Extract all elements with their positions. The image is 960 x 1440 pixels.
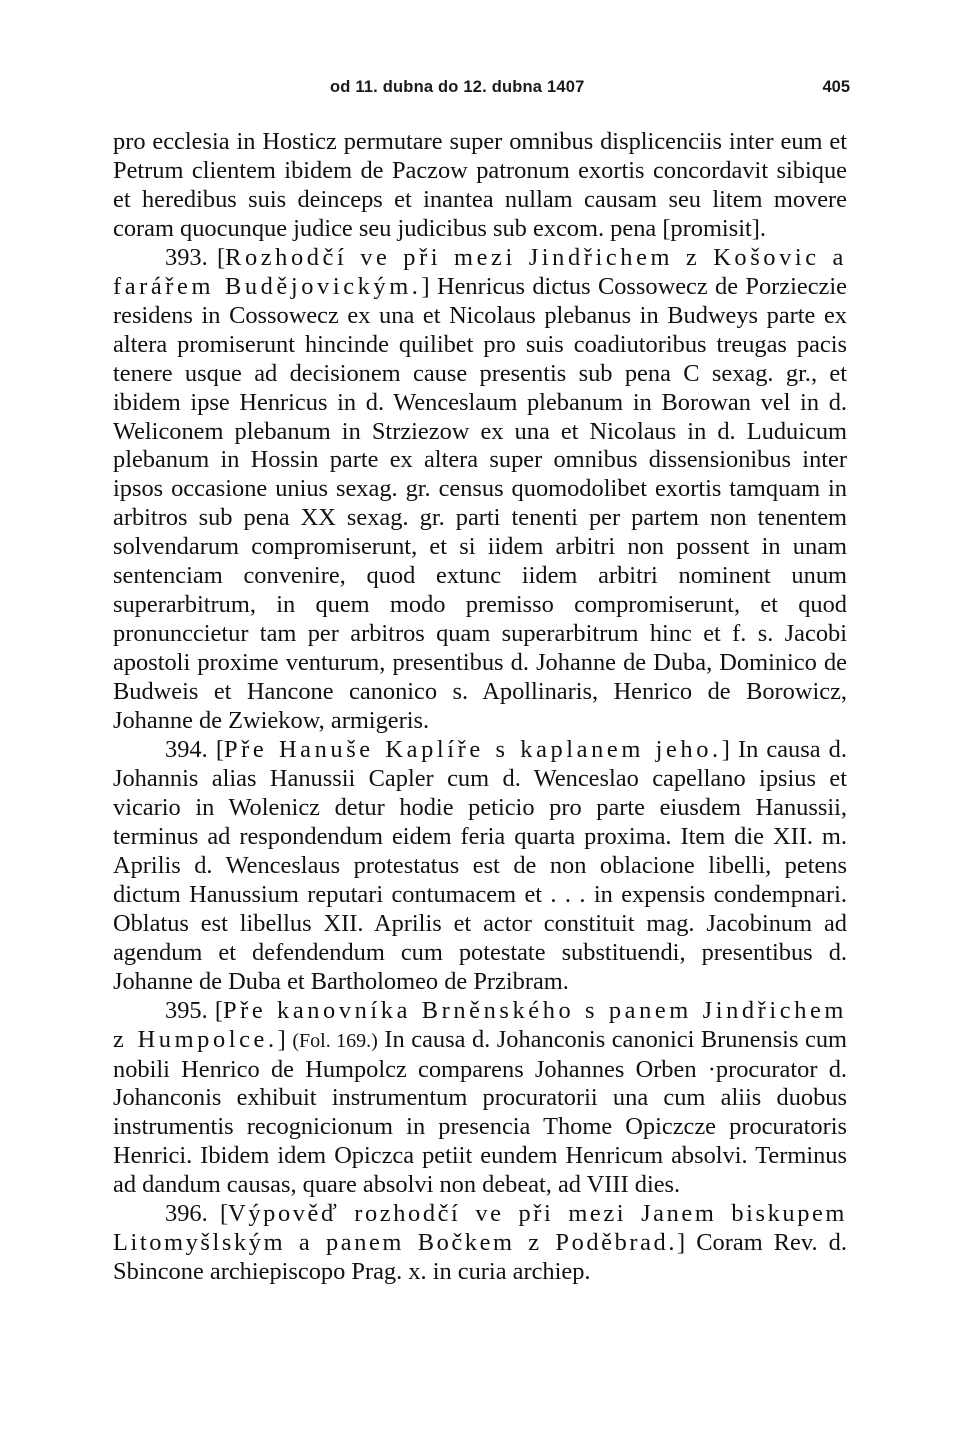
page-number: 405 bbox=[822, 78, 850, 96]
entry-text: In causa d. Johanconis canonici Brunensis cum nobili Henrico de Humpolcz comparens Johannes Orben ·procurator d. Johanconis exhibuit instrumentum procuratorii una cum aliis duobus instrumentis recognicionum in presencia Thome Opiczcze procuratoris Henrici. Ibidem idem Opiczca petiit eundem Henricum absolvi. Terminus ad dandum causas, quare absolvi non debeat, ad VIII dies. bbox=[113, 1025, 847, 1199]
running-title: od 11. dubna do 12. dubna 1407 bbox=[330, 78, 585, 96]
entry-number: 393. bbox=[165, 243, 208, 271]
entry-394 bbox=[113, 736, 847, 997]
entry-393 bbox=[113, 244, 847, 736]
main-text bbox=[113, 128, 847, 1287]
heading-bracket-close: ] bbox=[277, 1025, 286, 1053]
entry-395 bbox=[113, 997, 847, 1201]
entry-heading: Rozhodčí ve při mezi Jindřichem z Košovic a farářem Budějovickým. bbox=[113, 243, 847, 300]
entry-text: In causa d. Johannis alias Hanussii Capler cum d. Wenceslao capellano ipsius et vicario in Wolenicz detur hodie peticio pro parte eiusdem Hanussii, terminus ad respondendum eidem feria quarta proxima. Item die XII. m. Aprilis d. Wenceslaus protestatus est de non oblacione libelli, petens dictum Hanussium reputari contumacem et . . . in expensis condempnari. Oblatus est libellus XII. Aprilis et actor constituit mag. Jacobinum ad agendum et defendendum cum potestate substituendi, presentibus d. Johanne de Duba et Bartholomeo de Przibram. bbox=[113, 736, 847, 995]
heading-bracket-open: [ bbox=[215, 736, 224, 764]
paragraph-392-continuation bbox=[113, 128, 847, 244]
heading-bracket-close: ] bbox=[677, 1229, 686, 1257]
running-header bbox=[330, 78, 850, 102]
entry-number: 396. bbox=[165, 1200, 208, 1228]
entry-heading: Pře kanovníka Brněnského s panem Jindřichem z Humpolce. bbox=[113, 996, 847, 1053]
entry-number: 395. bbox=[165, 996, 208, 1024]
entry-number: 394. bbox=[165, 736, 208, 764]
entry-text: Coram Rev. d. Sbincone archiepiscopo Prag. x. in curia archiep. bbox=[113, 1229, 847, 1286]
paragraph-text: pro ecclesia in Hosticz permutare super omnibus displicenciis inter eum et Petrum clientem ibidem de Paczow patronum exortis concordavit sibique et heredibus suis deinceps et inantea nullam causam seu litem movere coram quocunque judice seu judicibus sub excom. pena [promisit]. bbox=[113, 128, 847, 242]
entry-396 bbox=[113, 1200, 847, 1287]
heading-bracket-open: [ bbox=[214, 996, 223, 1024]
entry-heading: Výpověď rozhodčí ve při mezi Janem biskupem Litomyšlským a panem Bočkem z Poděbrad. bbox=[113, 1200, 847, 1257]
heading-bracket-close: ] bbox=[721, 736, 730, 764]
entry-text: Henricus dictus Cossowecz de Porzieczie residens in Cossowecz ex una et Nicolaus plebanus in Budweys parte ex altera promiserunt hincinde quilibet pro suis coadiutoribus treugas pacis tenere usque ad decisionem cause presentis sub pena C sexag. gr., et ibidem ipse Henricus in d. Wenceslaum plebanum in Borowan vel in d. Weliconem plebanum in Strziezow ex una et Nicolaus in d. Luduicum plebanum in Hossin parte ex altera super omnibus dissensionibus inter ipsos occasione unius sexag. gr. census quomodolibet exortis tamquam in arbitros sub pena XX sexag. gr. parti tenenti per partem non tenentem solvendarum compromiserunt, et si iidem arbitri non possent in unam sentenciam convenire, quod extunc iidem arbitri nominent unum superarbitrum, in quem modo premisso compromiserunt, et quod pronunccietur tam per arbitros quam superarbitrum hinc et f. s. Jacobi apostoli proxime venturum, presentibus d. Johanne de Duba, Dominico de Budweis et Hancone canonico s. Apollinaris, Henrico de Borowicz, Johanne de Zwiekow, armigeris. bbox=[113, 272, 847, 735]
heading-bracket-open: [ bbox=[216, 243, 226, 271]
folio-reference: (Fol. 169.) bbox=[292, 1029, 378, 1052]
heading-bracket-open: [ bbox=[220, 1200, 229, 1228]
entry-heading: Pře Hanuše Kaplíře s kaplanem jeho. bbox=[223, 736, 722, 764]
heading-bracket-close: ] bbox=[421, 272, 430, 300]
